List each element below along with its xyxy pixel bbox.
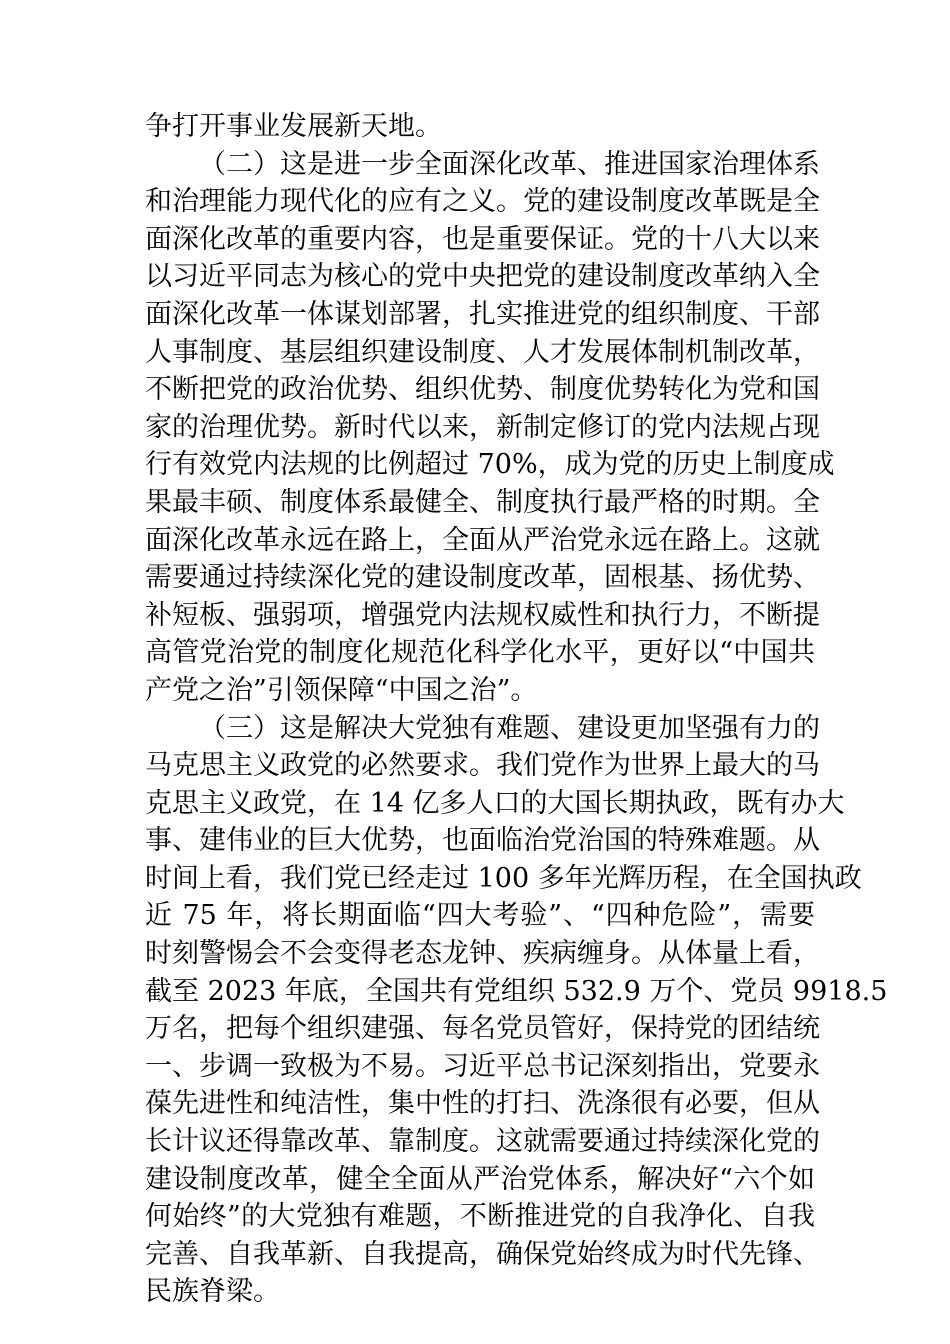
paragraph-first-line: （三）这是解决大党独有难题、建设更加坚强有力的 bbox=[199, 712, 820, 744]
text-line: 面深化改革一体谋划部署，扎实推进党的组织制度、干部 bbox=[145, 298, 820, 330]
text-line: 葆先进性和纯洁性，集中性的打扫、洗涤很有必要，但从 bbox=[145, 1088, 820, 1120]
text-line: 面深化改革永远在路上，全面从严治党永远在路上。这就 bbox=[145, 524, 820, 556]
text-line: 时刻警惕会不会变得老态龙钟、疾病缠身。从体量上看， bbox=[145, 938, 820, 970]
text-line: 近 75 年，将长期面临“四大考验”、“四种危险”，需要 bbox=[145, 900, 815, 932]
text-line: 不断把党的政治优势、组织优势、制度优势转化为党和国 bbox=[145, 374, 820, 406]
text-line: 民族脊梁。 bbox=[145, 1276, 280, 1308]
text-line: 补短板、强弱项，增强党内法规权威性和执行力，不断提 bbox=[145, 599, 820, 631]
text-line: 万名，把每个组织建强、每名党员管好，保持党的团结统 bbox=[145, 1013, 820, 1045]
text-line: 截至 2023 年底，全国共有党组织 532.9 万个、党员 9918.5 bbox=[145, 975, 888, 1007]
text-line: 时间上看，我们党已经走过 100 多年光辉历程，在全国执政 bbox=[145, 862, 862, 894]
text-line: 完善、自我革新、自我提高，确保党始终成为时代先锋、 bbox=[145, 1238, 820, 1270]
text-line: 何始终”的大党独有难题，不断推进党的自我净化、自我 bbox=[145, 1201, 815, 1233]
text-line: 产党之治”引领保障“中国之治”。 bbox=[145, 674, 538, 706]
text-line: 面深化改革的重要内容，也是重要保证。党的十八大以来 bbox=[145, 223, 820, 255]
text-line: 克思主义政党，在 14 亿多人口的大国长期执政，既有办大 bbox=[145, 787, 845, 819]
body-text bbox=[145, 108, 888, 1311]
text-line: 行有效党内法规的比例超过 70%，成为党的历史上制度成 bbox=[145, 449, 835, 481]
text-line: 长计议还得靠改革、靠制度。这就需要通过持续深化党的 bbox=[145, 1126, 820, 1158]
text-line: 建设制度改革，健全全面从严治党体系，解决好“六个如 bbox=[145, 1163, 815, 1195]
text-line: 人事制度、基层组织建设制度、人才发展体制机制改革， bbox=[145, 336, 820, 368]
text-line: 高管党治党的制度化规范化科学化水平，更好以“中国共 bbox=[145, 637, 815, 669]
text-line: 一、步调一致极为不易。习近平总书记深刻指出，党要永 bbox=[145, 1050, 820, 1082]
paragraph-first-line: （二）这是进一步全面深化改革、推进国家治理体系 bbox=[199, 148, 820, 180]
text-line: 需要通过持续深化党的建设制度改革，固根基、扬优势、 bbox=[145, 562, 820, 594]
text-line: 果最丰硕、制度体系最健全、制度执行最严格的时期。全 bbox=[145, 486, 820, 518]
text-line: 和治理能力现代化的应有之义。党的建设制度改革既是全 bbox=[145, 186, 820, 218]
text-line: 马克思主义政党的必然要求。我们党作为世界上最大的马 bbox=[145, 750, 820, 782]
text-line: 争打开事业发展新天地。 bbox=[145, 111, 442, 142]
text-line: 事、建伟业的巨大优势，也面临治党治国的特殊难题。从 bbox=[145, 825, 820, 857]
text-line: 家的治理优势。新时代以来，新制定修订的党内法规占现 bbox=[145, 411, 820, 443]
text-line: 以习近平同志为核心的党中央把党的建设制度改革纳入全 bbox=[145, 261, 820, 293]
